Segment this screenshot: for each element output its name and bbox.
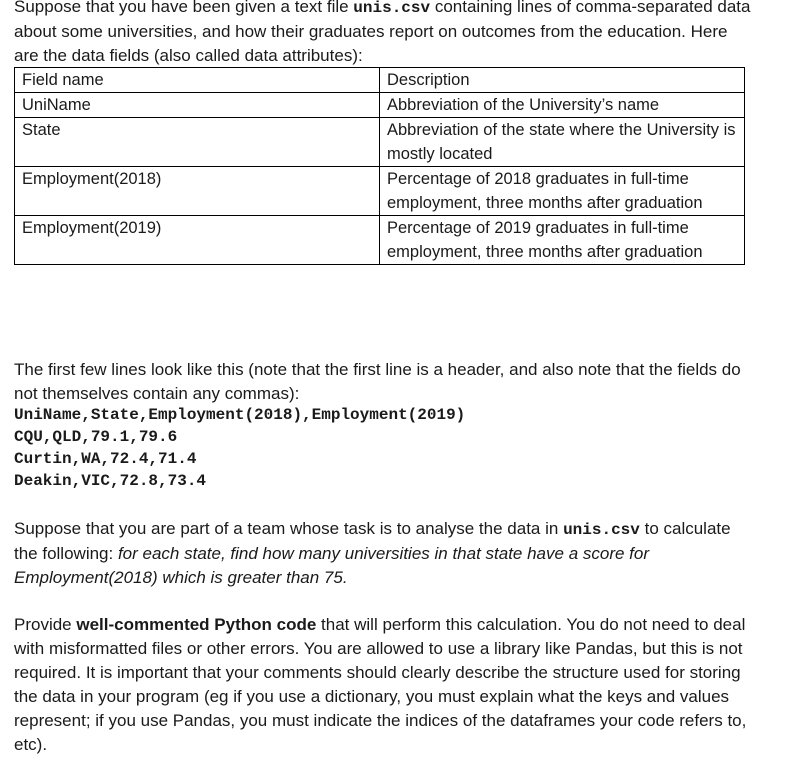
instructions-text-before: Provide — [14, 615, 77, 634]
intro-paragraph — [14, 0, 754, 68]
header-description: Description — [380, 68, 745, 93]
field-description-cell: Abbreviation of the University’s name — [380, 93, 745, 118]
task-text-middle: to calculate the following: — [14, 519, 731, 563]
field-description-cell: Percentage of 2019 graduates in full-time employment, three months after graduation — [380, 216, 745, 265]
field-name-cell: Employment(2019) — [15, 216, 380, 265]
intro-filename: unis.csv — [353, 0, 431, 17]
table-row — [15, 118, 745, 167]
instructions-paragraph — [14, 613, 754, 757]
field-description-cell: Abbreviation of the state where the University is mostly located — [380, 118, 745, 167]
task-filename: unis.csv — [563, 521, 640, 539]
intro-text-before: Suppose that you have been given a text file — [14, 0, 354, 16]
table-row — [15, 216, 745, 265]
data-fields-table — [14, 67, 745, 265]
csv-line: Curtin,WA,72.4,71.4 — [14, 450, 197, 468]
task-question: for each state, find how many universities in that state have a score for Employment(2018) which is greater than 75. — [14, 544, 650, 587]
instructions-text-after: that will perform this calculation. You do not need to deal with misformatted files or other errors. You are allowed to use a library like Pandas, but this is not required. It is important that your comments should clearly describe the structure used for storing the data in your program (eg if you use a dictionary, you must explain what the keys and values represent; if you use Pandas, you must indicate the indices of the dataframes your code refers to, etc). — [14, 615, 747, 754]
csv-line: Deakin,VIC,72.8,73.4 — [14, 472, 207, 490]
csv-sample-block — [14, 404, 465, 492]
table-row — [15, 93, 745, 118]
task-text-before: Suppose that you are part of a team whose task is to analyse the data in — [14, 519, 564, 538]
field-name-cell: State — [15, 118, 380, 167]
intro-text-after: containing lines of comma-separated data about some universities, and how their graduates report on outcomes from the education. Here are the data fields (also called data attributes): — [14, 0, 751, 65]
field-description-cell: Percentage of 2018 graduates in full-time employment, three months after graduation — [380, 167, 745, 216]
task-paragraph — [14, 517, 754, 590]
field-name-cell: Employment(2018) — [15, 167, 380, 216]
table-header-row — [15, 68, 745, 93]
csv-line: UniName,State,Employment(2018),Employment(2019) — [14, 406, 466, 424]
field-name-cell: UniName — [15, 93, 380, 118]
csv-line: CQU,QLD,79.1,79.6 — [14, 428, 178, 446]
sample-lines-intro: The first few lines look like this (note that the first line is a header, and also note that the fields do not themselves contain any commas): — [14, 360, 741, 403]
instructions-emphasis: well-commented Python code — [76, 615, 317, 634]
table-row — [15, 167, 745, 216]
header-field-name: Field name — [15, 68, 380, 93]
